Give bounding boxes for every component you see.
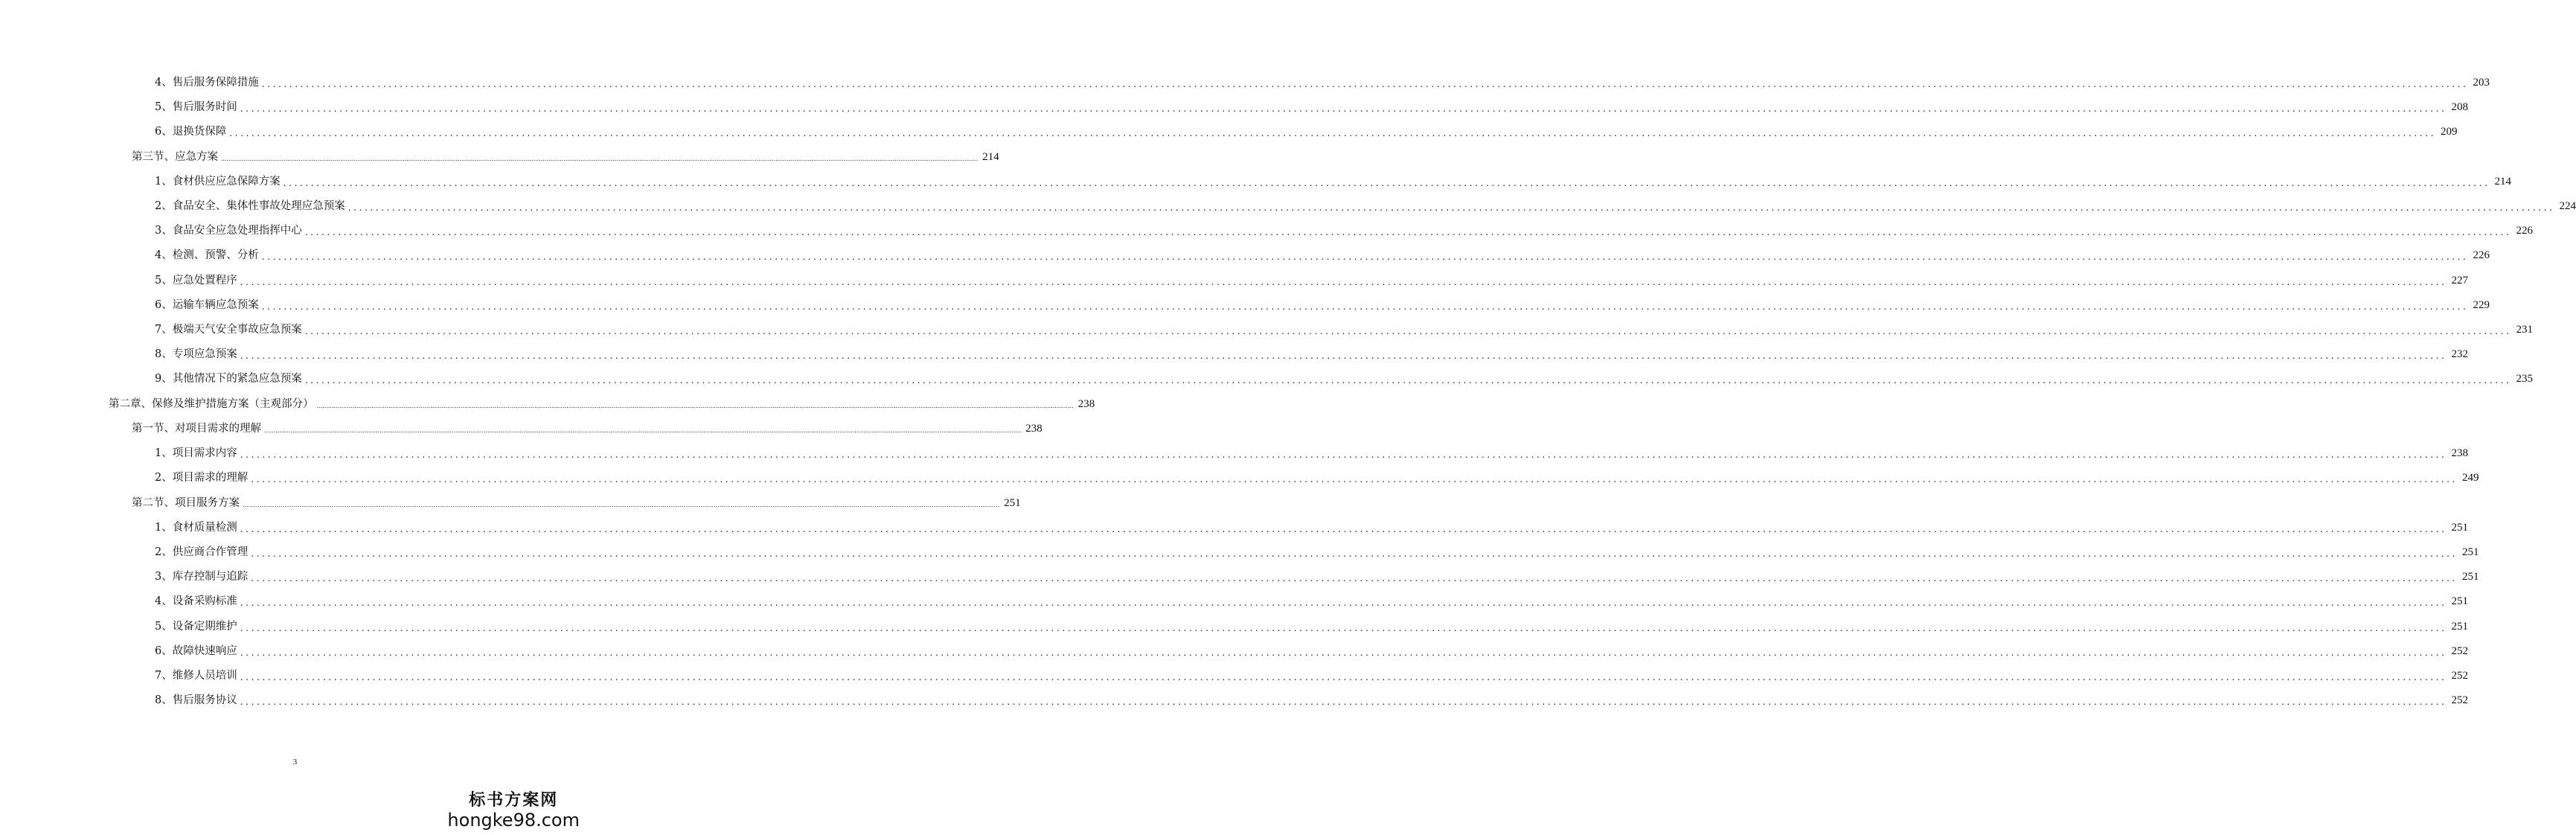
toc-entry[interactable] — [132, 149, 999, 165]
toc-entry[interactable] — [155, 297, 2490, 313]
watermark-url: hongke98.com — [447, 810, 580, 831]
toc-entry[interactable] — [155, 371, 2534, 387]
toc-entry-label: 1、项目需求内容 — [155, 447, 237, 459]
toc-entry-label: 4、售后服务保障措施 — [155, 77, 259, 89]
toc-leader-dots: ................................................................................................................................................................................................................................................................................................................................................................................................................ — [240, 647, 2447, 658]
toc-entry[interactable] — [155, 618, 2469, 635]
toc-entry[interactable] — [155, 247, 2490, 263]
toc-leader-dots: ................................................................................................................................................................................................................................................................................................................................................................................................................ — [240, 697, 2447, 707]
toc-leader-dots: ................................................................................................................................................................................................................................................................................................................................................................................................................ — [316, 403, 1074, 409]
toc-leader-dots: ................................................................................................................................................................................................................................................................................................................................................................................................................ — [261, 79, 2469, 89]
toc-entry-page: 251 — [2462, 546, 2479, 558]
toc-leader-dots: ................................................................................................................................................................................................................................................................................................................................................................................................................ — [251, 548, 2458, 559]
toc-entry[interactable] — [155, 198, 2576, 214]
toc-entry-page: 251 — [2451, 522, 2469, 534]
toc-entry[interactable] — [155, 470, 2479, 486]
toc-entry-label: 3、食品安全应急处理指挥中心 — [155, 225, 302, 237]
toc-entry-label: 6、运输车辆应急预案 — [155, 299, 259, 311]
toc-entry-page: 251 — [2462, 571, 2479, 583]
toc-leader-dots: ................................................................................................................................................................................................................................................................................................................................................................................................................ — [229, 128, 2437, 138]
toc-entry-label: 8、专项应急预案 — [155, 348, 237, 360]
toc-entry-label: 7、极端天气安全事故应急预案 — [155, 324, 302, 336]
toc-entry[interactable] — [155, 668, 2469, 684]
toc-entry-page: 251 — [1004, 497, 1021, 509]
toc-leader-dots: ................................................................................................................................................................................................................................................................................................................................................................................................................ — [240, 623, 2447, 633]
toc-leader-dots: ................................................................................................................................................................................................................................................................................................................................................................................................................ — [221, 156, 978, 162]
toc-entry-label: 4、设备采购标准 — [155, 595, 237, 607]
toc-leader-dots: ................................................................................................................................................................................................................................................................................................................................................................................................................ — [283, 178, 2490, 188]
toc-entry-label: 7、维修人员培训 — [155, 670, 237, 682]
toc-entry-page: 214 — [2494, 176, 2512, 188]
toc-entry[interactable] — [155, 445, 2469, 461]
toc-entry-page: 252 — [2451, 694, 2469, 706]
toc-entry[interactable] — [132, 495, 1021, 511]
toc-entry-page: 238 — [2451, 447, 2469, 459]
watermark-logo — [447, 790, 580, 831]
toc-entry-page: 251 — [2451, 595, 2469, 607]
toc-entry[interactable] — [155, 272, 2469, 289]
toc-entry[interactable] — [155, 643, 2469, 659]
toc-leader-dots: ................................................................................................................................................................................................................................................................................................................................................................................................................ — [240, 524, 2447, 534]
toc-entry-label: 5、设备定期维护 — [155, 621, 237, 633]
toc-entry-label: 8、售后服务协议 — [155, 694, 237, 706]
toc-entry-page: 229 — [2473, 299, 2490, 311]
watermark-title: 标书方案网 — [469, 790, 559, 810]
toc-entry-label: 第三节、应急方案 — [132, 151, 218, 163]
toc-leader-dots: ................................................................................................................................................................................................................................................................................................................................................................................................................ — [251, 474, 2458, 484]
toc-entry-label: 6、退换货保障 — [155, 126, 227, 138]
toc-entry[interactable] — [155, 321, 2534, 338]
toc-entry-page: 249 — [2462, 472, 2479, 484]
toc-entry[interactable] — [155, 74, 2490, 91]
toc-entry-page: 203 — [2473, 77, 2490, 89]
toc-leader-dots: ................................................................................................................................................................................................................................................................................................................................................................................................................ — [304, 375, 2512, 385]
toc-entry-label: 2、食品安全、集体性事故处理应急预案 — [155, 200, 345, 212]
toc-entry[interactable] — [155, 173, 2512, 190]
toc-leader-dots: ................................................................................................................................................................................................................................................................................................................................................................................................................ — [240, 351, 2447, 361]
toc-entry-label: 第一节、对项目需求的理解 — [132, 423, 261, 435]
toc-entry[interactable] — [132, 420, 1042, 437]
toc-entry-page: 214 — [982, 151, 999, 163]
toc-entry-page: 231 — [2516, 324, 2534, 336]
toc-entry[interactable] — [109, 396, 1095, 412]
toc-entry-label: 5、售后服务时间 — [155, 101, 237, 113]
toc-entry-label: 第二节、项目服务方案 — [132, 497, 240, 509]
toc-leader-dots: ................................................................................................................................................................................................................................................................................................................................................................................................................ — [240, 672, 2447, 682]
toc-entry-page: 232 — [2451, 348, 2469, 360]
toc-entry-page: 252 — [2451, 645, 2469, 657]
toc-leader-dots: ................................................................................................................................................................................................................................................................................................................................................................................................................ — [240, 103, 2447, 114]
toc-entry-label: 4、检测、预警、分析 — [155, 249, 259, 261]
toc-entry-page: 251 — [2451, 621, 2469, 633]
toc-entry[interactable] — [155, 692, 2469, 708]
toc-entry-label: 3、库存控制与追踪 — [155, 571, 249, 583]
toc-leader-dots: ................................................................................................................................................................................................................................................................................................................................................................................................................ — [240, 598, 2447, 608]
toc-entry[interactable] — [155, 99, 2469, 115]
toc-entry-page: 235 — [2516, 373, 2534, 385]
toc-entry[interactable] — [155, 346, 2469, 362]
toc-entry-label: 5、应急处置程序 — [155, 275, 237, 287]
toc-entry-page: 226 — [2516, 225, 2534, 237]
toc-entry-label: 第二章、保修及维护措施方案（主观部分） — [109, 398, 314, 410]
toc-leader-dots: ................................................................................................................................................................................................................................................................................................................................................................................................................ — [251, 573, 2458, 583]
toc-entry-page: 238 — [1025, 423, 1042, 435]
toc-entry-label: 1、食材质量检测 — [155, 522, 237, 534]
toc-leader-dots: ................................................................................................................................................................................................................................................................................................................................................................................................................ — [304, 326, 2512, 336]
toc-entry-label: 1、食材供应应急保障方案 — [155, 176, 281, 188]
toc-entry-page: 252 — [2451, 670, 2469, 682]
toc-entry-page: 226 — [2473, 249, 2490, 261]
toc-entry[interactable] — [155, 124, 2458, 140]
toc-entry-page: 224 — [2559, 200, 2576, 212]
toc-leader-dots: ................................................................................................................................................................................................................................................................................................................................................................................................................ — [304, 227, 2512, 237]
toc-entry-label: 2、项目需求的理解 — [155, 472, 249, 484]
toc-leader-dots: ................................................................................................................................................................................................................................................................................................................................................................................................................ — [261, 252, 2469, 262]
toc-entry-page: 238 — [1077, 398, 1095, 410]
toc-leader-dots: ................................................................................................................................................................................................................................................................................................................................................................................................................ — [347, 202, 2555, 213]
toc-entry[interactable] — [155, 519, 2469, 536]
toc-entry-page: 209 — [2441, 126, 2458, 138]
toc-entry-page: 208 — [2451, 101, 2469, 113]
page-number: 3 — [292, 758, 298, 767]
toc-leader-dots: ................................................................................................................................................................................................................................................................................................................................................................................................................ — [240, 450, 2447, 460]
toc-leader-dots: ................................................................................................................................................................................................................................................................................................................................................................................................................ — [243, 502, 1000, 508]
toc-entry-label: 2、供应商合作管理 — [155, 546, 249, 558]
toc-entry-label: 6、故障快速响应 — [155, 645, 237, 657]
toc-entry[interactable] — [155, 593, 2469, 610]
toc-leader-dots: ................................................................................................................................................................................................................................................................................................................................................................................................................ — [240, 277, 2447, 287]
toc-leader-dots: ................................................................................................................................................................................................................................................................................................................................................................................................................ — [264, 427, 1022, 434]
toc-leader-dots: ................................................................................................................................................................................................................................................................................................................................................................................................................ — [261, 301, 2469, 312]
toc-entry[interactable] — [155, 544, 2479, 560]
toc-entry-page: 227 — [2451, 275, 2469, 287]
toc-entry-label: 9、其他情况下的紧急应急预案 — [155, 373, 302, 385]
toc-entry[interactable] — [155, 569, 2479, 585]
toc-entry[interactable] — [155, 223, 2534, 239]
